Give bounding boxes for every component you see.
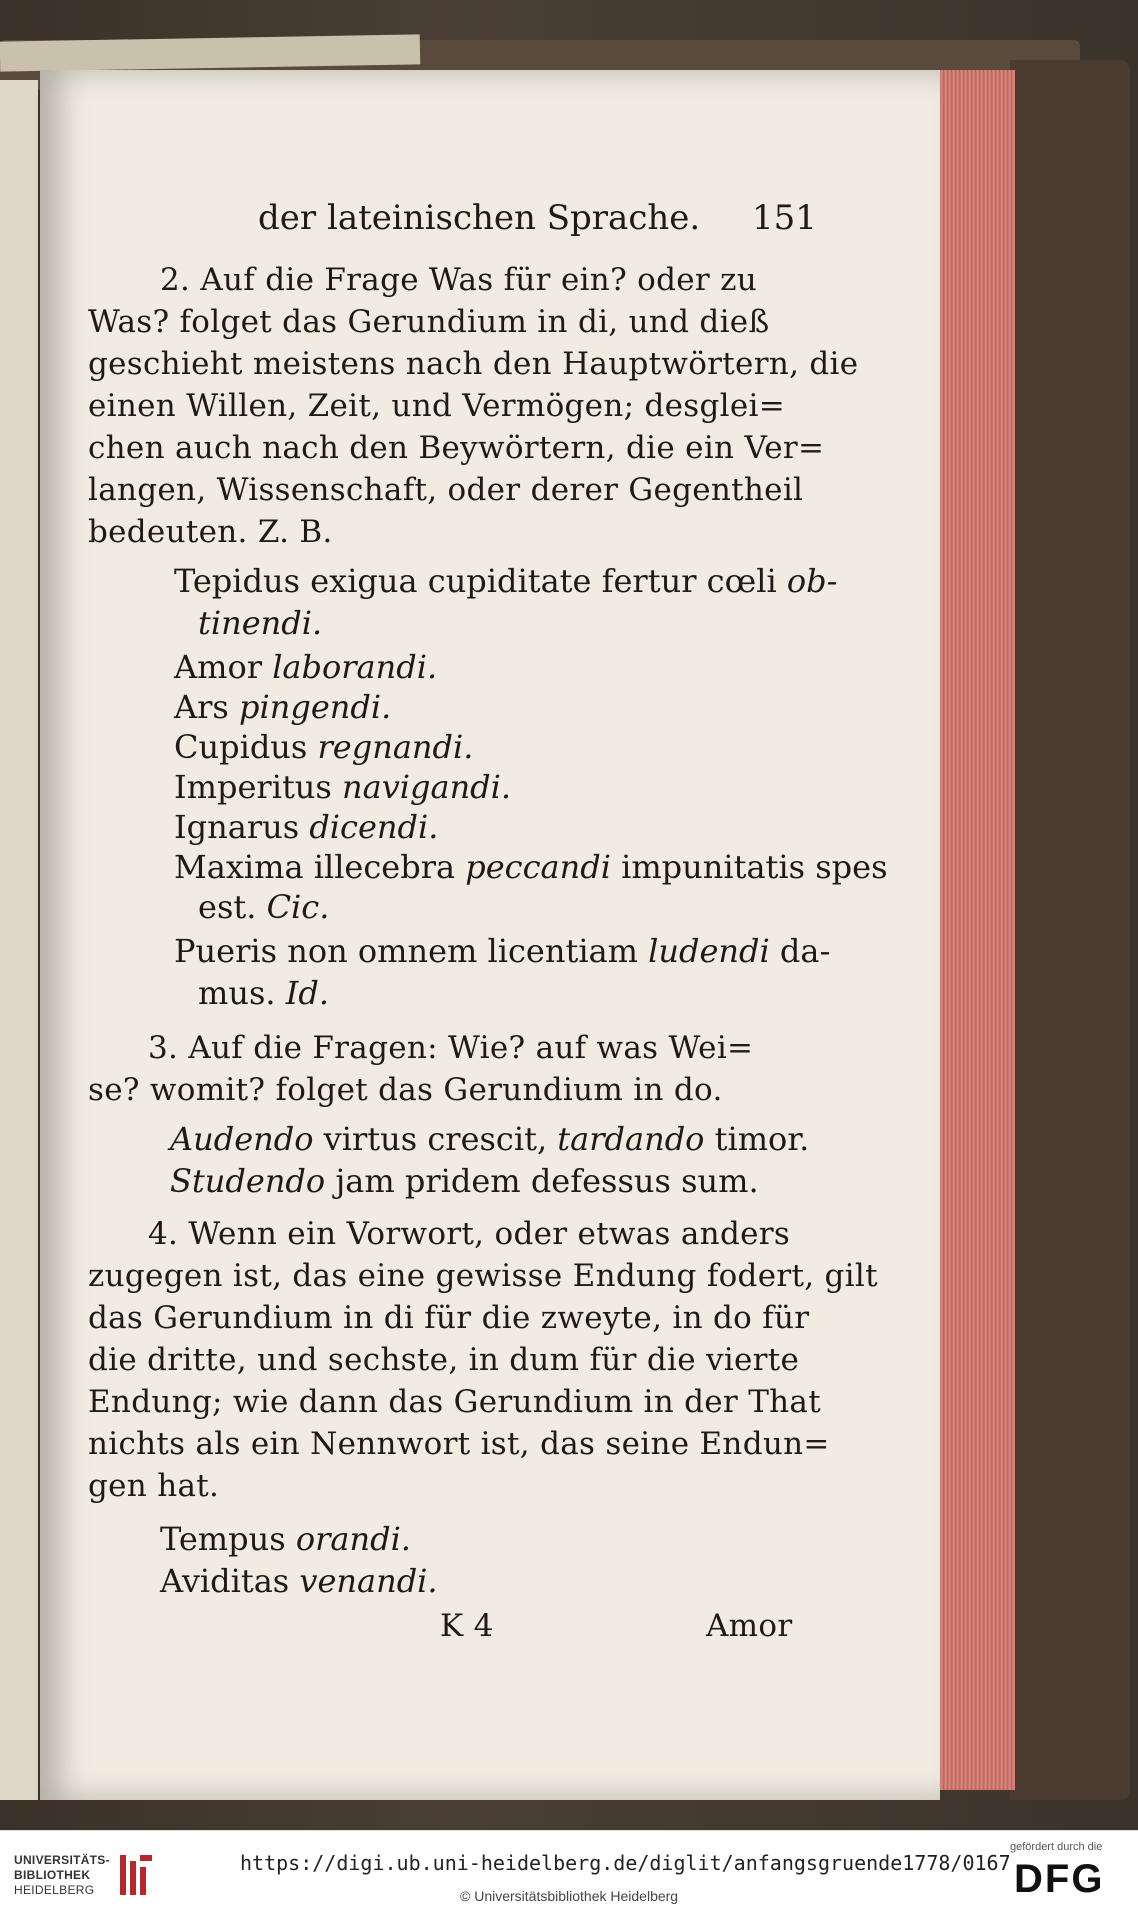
text-line: 4. Wenn ein Vorwort, oder etwas anders	[148, 1216, 791, 1252]
logo-text-line: HEIDELBERG	[14, 1883, 95, 1897]
example-gerund: peccandi	[465, 848, 611, 886]
example-text-tail: impunitatis spes	[610, 848, 888, 886]
logo-text-line: UNIVERSITÄTS-	[14, 1853, 110, 1867]
logo-text-line: BIBLIOTHEK	[14, 1868, 91, 1882]
text-line: langen, Wissenschaft, oder derer Gegentheil	[88, 472, 804, 508]
example-gerund: orandi.	[295, 1520, 411, 1558]
example-gerund: navigandi.	[342, 768, 512, 806]
example-text: Maxima illecebra	[174, 848, 466, 886]
example-text: Amor	[174, 648, 273, 686]
example-text: Aviditas	[160, 1562, 300, 1600]
example-line	[174, 932, 830, 970]
example-line	[174, 688, 391, 726]
facing-page-edge	[0, 80, 38, 1800]
example-line	[170, 1120, 809, 1158]
page-edges	[940, 70, 1015, 1790]
example-gerund: pingendi.	[239, 688, 392, 726]
example-gerund: Cic.	[266, 888, 330, 926]
signature-mark: K 4	[440, 1608, 494, 1644]
page-url-link[interactable]: https://digi.ub.uni-heidelberg.de/diglit/anfangsgruende1778/0167	[240, 1851, 1011, 1875]
example-line	[198, 974, 329, 1012]
example-gerund: laborandi.	[272, 648, 438, 686]
catchword: Amor	[706, 1608, 793, 1644]
example-text: Pueris non omnem licentiam	[174, 932, 649, 970]
example-line	[160, 1562, 438, 1600]
example-text: est.	[198, 888, 267, 926]
text-line: zugegen ist, das eine gewisse Endung fodert, gilt	[88, 1258, 878, 1294]
example-line	[198, 604, 322, 642]
example-text: Ignarus	[174, 808, 310, 846]
example-text: mus.	[198, 974, 286, 1012]
example-gerund: ob-	[786, 562, 838, 600]
text-line: chen auch nach den Beywörtern, die ein Ver=	[88, 430, 825, 466]
example-text-tail: da-	[769, 932, 831, 970]
example-line	[174, 848, 888, 886]
example-line	[174, 808, 438, 846]
text-line: geschieht meistens nach den Hauptwörtern, die	[88, 346, 859, 382]
example-text: Cupidus	[174, 728, 318, 766]
funding-note: gefördert durch die	[1010, 1841, 1103, 1853]
running-header: der lateinischen Sprache.	[258, 198, 701, 238]
example-text: Ars	[174, 688, 239, 726]
text-line: se? womit? folget das Gerundium in do.	[88, 1072, 723, 1108]
text-line: 2. Auf die Frage Was für ein? oder zu	[160, 262, 758, 298]
text-line: Was? folget das Gerundium in di, und dieß	[88, 304, 770, 340]
text-line: die dritte, und sechste, in dum für die vierte	[88, 1342, 800, 1378]
text-line: einen Willen, Zeit, und Vermögen; desglei=	[88, 388, 785, 424]
example-gerund: Audendo	[170, 1120, 314, 1158]
example-line	[174, 728, 473, 766]
example-line	[174, 562, 837, 600]
text-line: bedeuten. Z. B.	[88, 514, 333, 550]
example-text: virtus crescit,	[313, 1120, 558, 1158]
example-gerund: venandi.	[299, 1562, 438, 1600]
example-line	[174, 648, 437, 686]
example-gerund: Studendo	[170, 1162, 326, 1200]
library-emblem-icon	[116, 1853, 156, 1897]
example-line	[174, 768, 511, 806]
book-page	[40, 70, 940, 1800]
example-text: Tempus	[160, 1520, 296, 1558]
copyright-notice: © Universitätsbibliothek Heidelberg	[460, 1888, 679, 1904]
text-line: Endung; wie dann das Gerundium in der That	[88, 1384, 821, 1420]
text-line: nichts als ein Nennwort ist, das seine Endun=	[88, 1426, 830, 1462]
example-gerund: dicendi.	[309, 808, 439, 846]
example-gerund: tardando	[557, 1120, 705, 1158]
example-gerund: ludendi	[648, 932, 770, 970]
example-line	[198, 888, 329, 926]
example-gerund: Id.	[285, 974, 330, 1012]
example-gerund: tinendi.	[198, 604, 323, 642]
example-line	[160, 1520, 411, 1558]
example-text: Tepidus exigua cupiditate fertur cœli	[174, 562, 787, 600]
example-gerund: regnandi.	[317, 728, 474, 766]
text-line: gen hat.	[88, 1468, 220, 1504]
text-line: 3. Auf die Fragen: Wie? auf was Wei=	[148, 1030, 754, 1066]
viewer-footer	[0, 1830, 1138, 1914]
page-number: 151	[752, 198, 817, 238]
dfg-logo[interactable]: DFG	[1014, 1857, 1105, 1901]
example-line	[170, 1162, 759, 1200]
example-text-tail: timor.	[704, 1120, 810, 1158]
book-cover-right	[1010, 60, 1130, 1800]
text-line: das Gerundium in di für die zweyte, in do für	[88, 1300, 810, 1336]
example-text: jam pridem defessus sum.	[325, 1162, 759, 1200]
example-text: Imperitus	[174, 768, 342, 806]
